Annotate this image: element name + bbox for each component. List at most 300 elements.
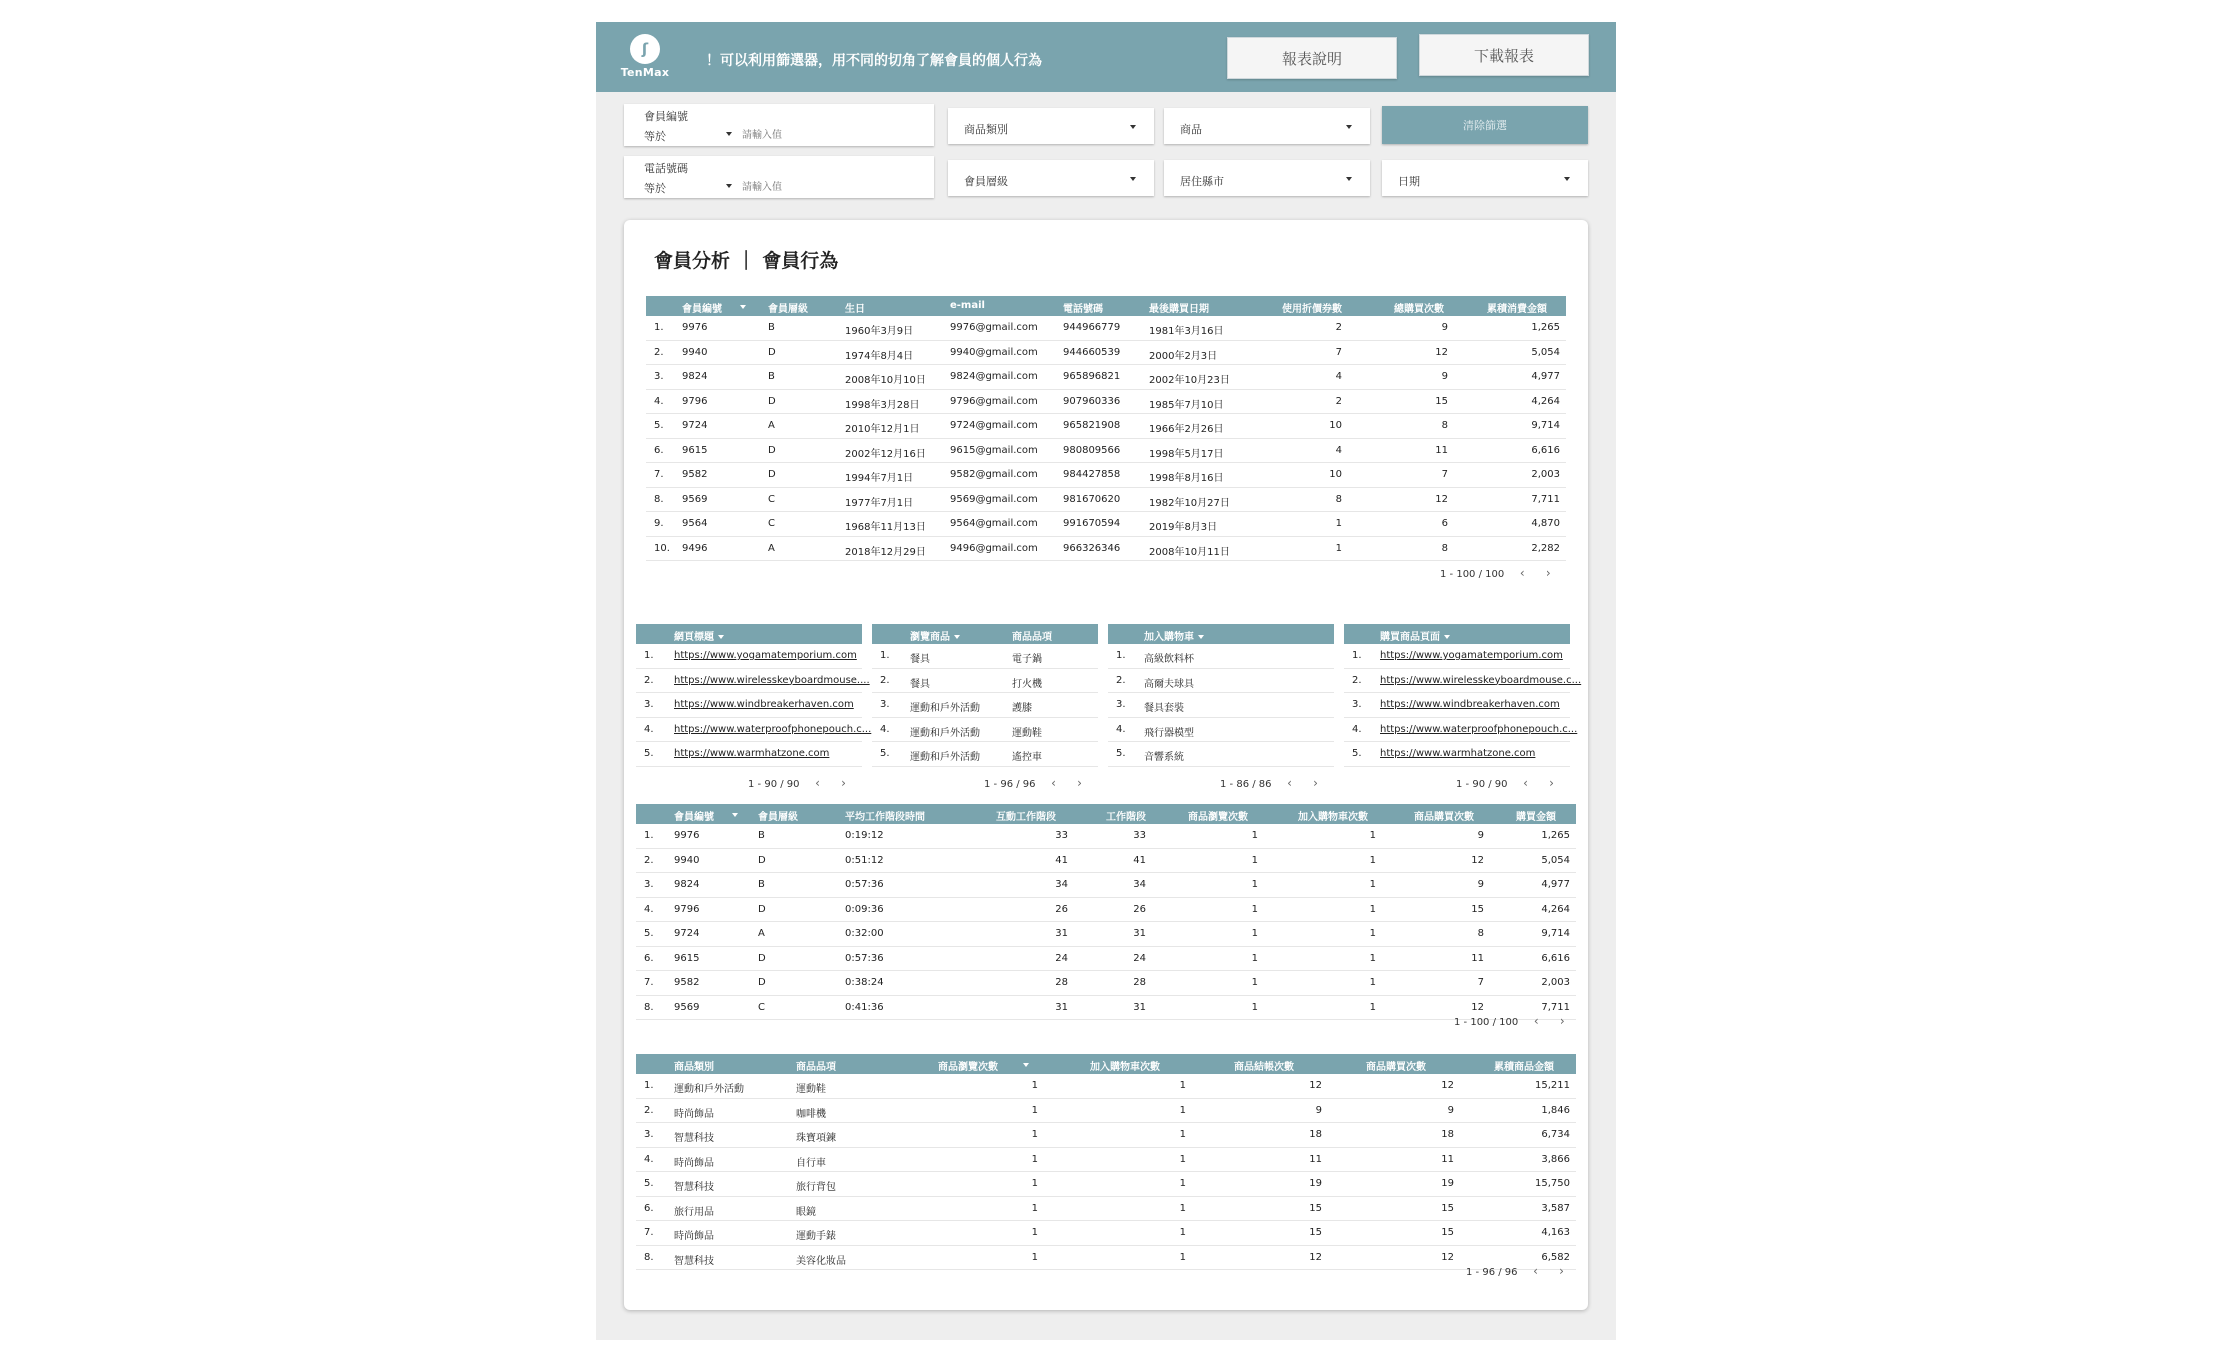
table-row[interactable] (1108, 644, 1334, 669)
table-row[interactable] (636, 1172, 1576, 1197)
table-header (636, 804, 1576, 824)
table-cell: 運動和戶外活動 (674, 1084, 744, 1095)
chevron-right-icon[interactable]: › (1559, 1014, 1565, 1028)
table-cell: 時尚飾品 (674, 1108, 714, 1120)
col-header[interactable]: 會員層級 (768, 304, 808, 315)
table2-pager: 1 - 100 / 100 ‹ › (1454, 1014, 1570, 1028)
table-cell: 4,264 (1541, 903, 1570, 915)
table-cell: 2018年12月29日 (845, 546, 926, 558)
sort-desc-icon[interactable] (718, 635, 724, 639)
tenmax-logo (620, 34, 670, 80)
table-cell: 9940 (674, 854, 700, 866)
table-row[interactable] (646, 390, 1566, 415)
table-cell: 1985年7月10日 (1149, 399, 1224, 411)
email-cell: 9564@gmail.com (950, 518, 1038, 529)
col-header[interactable]: e-mail (950, 300, 985, 311)
url-link[interactable]: https://www.waterproofphonepouch.c... (1380, 723, 1578, 735)
table-cell: 9582 (674, 977, 700, 988)
table-cell: 12 (1309, 1080, 1322, 1091)
table-cell: 15 (1309, 1202, 1322, 1214)
col-header[interactable]: 工作階段 (1106, 812, 1146, 823)
table-cell: 1 (1251, 952, 1258, 964)
table-cell: 1998年3月28日 (845, 399, 920, 411)
table-cell: 遙控車 (1012, 752, 1042, 763)
table-cell: 1 (1251, 928, 1258, 939)
table-cell: 944660539 (1063, 346, 1121, 358)
table-row[interactable] (1344, 644, 1570, 669)
logo-mark-icon: ʃ (630, 34, 660, 64)
table-cell: 1 (1369, 854, 1376, 866)
table-cell: 15 (1441, 1227, 1454, 1238)
table-cell: B (758, 830, 765, 841)
col-header[interactable]: 商品品項 (1012, 632, 1052, 643)
table-cell: 15 (1435, 395, 1448, 407)
row-index: 2. (644, 1104, 654, 1116)
col-header[interactable]: 網頁標題 (674, 628, 724, 643)
table-row[interactable] (636, 849, 1576, 874)
table-row[interactable] (646, 414, 1566, 439)
report-description-button[interactable]: 報表說明 (1227, 37, 1397, 79)
row-index: 5. (644, 748, 654, 759)
table-row[interactable] (636, 971, 1576, 996)
email-cell: 9569@gmail.com (950, 493, 1038, 505)
table-cell: 12 (1309, 1251, 1322, 1263)
col-header[interactable]: 加入購物車次數 (1090, 1062, 1160, 1073)
email-cell: 9824@gmail.com (950, 371, 1038, 382)
row-index: 8. (644, 1001, 654, 1013)
table-cell: 12 (1471, 854, 1484, 866)
table-cell: 音響系統 (1144, 752, 1184, 763)
table-cell: 護膝 (1012, 703, 1032, 714)
chevron-right-icon[interactable]: › (841, 776, 846, 790)
col-header[interactable]: 總購買次數 (1394, 304, 1444, 315)
table-cell: 31 (1055, 1001, 1068, 1013)
row-index: 1. (644, 1080, 654, 1091)
row-index: 2. (1116, 674, 1126, 686)
table-cell: 1 (1369, 1001, 1376, 1013)
table-cell: 1 (1251, 1001, 1258, 1013)
table1-pager: 1 - 100 / 100 ‹ › (1440, 566, 1556, 580)
member-behavior-table (636, 804, 1576, 1013)
table-row[interactable] (636, 922, 1576, 947)
table-cell: 1 (1031, 1251, 1038, 1263)
pager-text: 1 - 86 / 86 (1220, 779, 1272, 790)
table-cell: 11 (1435, 444, 1448, 456)
table-row[interactable] (636, 996, 1576, 1021)
table-cell: 0:38:24 (845, 977, 884, 988)
table-row[interactable] (872, 742, 1098, 767)
col-header[interactable]: 商品類別 (674, 1062, 714, 1073)
col-header[interactable]: 商品瀏覽次數 (1188, 812, 1248, 823)
phone-input[interactable] (742, 178, 932, 196)
small4-pager (1456, 776, 1560, 790)
table-cell: D (758, 977, 766, 988)
table-cell: 966326346 (1063, 542, 1121, 554)
table-row[interactable] (646, 537, 1566, 562)
table-row[interactable] (1108, 718, 1334, 743)
url-link[interactable]: https://www.wirelesskeyboardmouse.c... (1380, 674, 1582, 686)
table-cell: 15,211 (1535, 1080, 1570, 1091)
table-row[interactable] (872, 718, 1098, 743)
table-cell: 6,734 (1541, 1129, 1570, 1140)
chevron-right-icon[interactable]: › (1545, 566, 1551, 580)
table-cell: 33 (1133, 830, 1146, 841)
col-header[interactable]: 購買商品頁面 (1380, 628, 1450, 643)
table-row[interactable] (1344, 718, 1578, 743)
table-row[interactable] (636, 669, 870, 694)
table-cell: 0:32:00 (845, 928, 884, 939)
table3-pager: 1 - 96 / 96 ‹ › (1466, 1264, 1570, 1278)
table-row[interactable] (646, 316, 1566, 341)
table-header (1344, 624, 1570, 644)
table-cell: 2,003 (1541, 977, 1570, 988)
table-cell: 907960336 (1063, 395, 1121, 407)
chevron-down-icon (1130, 125, 1136, 129)
table-header (636, 1054, 1576, 1074)
chevron-down-icon (726, 132, 732, 136)
table-row[interactable] (1108, 669, 1334, 694)
table-cell: 1 (1031, 1153, 1038, 1165)
table-cell: 7,711 (1531, 493, 1560, 505)
chevron-left-icon[interactable]: ‹ (1533, 1264, 1538, 1278)
table-cell: 1 (1335, 518, 1342, 529)
table-cell: 1 (1179, 1080, 1186, 1091)
chevron-left-icon[interactable]: ‹ (815, 776, 820, 790)
row-index: 1. (880, 650, 890, 661)
download-report-button[interactable]: 下載報表 (1419, 34, 1589, 76)
col-header[interactable]: 商品購買次數 (1414, 812, 1474, 823)
table-row[interactable] (872, 669, 1098, 694)
table-cell: 6,616 (1541, 952, 1570, 964)
table-cell: 28 (1133, 977, 1146, 988)
row-index: 4. (880, 723, 890, 735)
table-cell: 0:09:36 (845, 903, 884, 915)
member-id-filter (624, 104, 934, 146)
chevron-right-icon[interactable]: › (1549, 776, 1554, 790)
table-cell: 1966年2月26日 (1149, 424, 1224, 435)
table-row[interactable] (636, 824, 1576, 849)
row-index: 3. (1116, 699, 1126, 710)
table-cell: 9 (1447, 1104, 1454, 1116)
table-cell: 1 (1031, 1178, 1038, 1189)
table-cell: 9569 (682, 493, 708, 505)
table-cell: 7 (1335, 346, 1342, 358)
table-row[interactable] (636, 1197, 1576, 1222)
row-index: 1. (1352, 650, 1362, 661)
dashboard-canvas (596, 22, 1616, 1340)
table-row[interactable] (636, 1148, 1576, 1173)
col-header[interactable]: 使用折價券數 (1282, 304, 1342, 315)
col-header[interactable]: 商品品項 (796, 1062, 836, 1073)
chevron-left-icon[interactable]: ‹ (1287, 776, 1292, 790)
chevron-right-icon[interactable]: › (1077, 776, 1082, 790)
table-cell: 9824 (682, 371, 708, 382)
table-row[interactable] (872, 644, 1098, 669)
sort-desc-icon[interactable] (740, 305, 746, 309)
table-cell: 1998年8月16日 (1149, 473, 1224, 484)
table-cell: 餐具套裝 (1144, 703, 1184, 714)
table-cell: 2008年10月11日 (1149, 546, 1230, 558)
row-index: 10. (654, 542, 670, 554)
table-cell: 9496 (682, 542, 708, 554)
table-cell: 12 (1471, 1001, 1484, 1013)
product-dropdown[interactable]: 商品 (1164, 108, 1370, 144)
table-cell: 18 (1309, 1129, 1322, 1140)
col-header[interactable]: 累積消費金額 (1487, 304, 1547, 315)
col-header[interactable]: 商品結帳次數 (1234, 1062, 1294, 1073)
table-cell: D (758, 854, 766, 866)
table-row[interactable] (1344, 669, 1582, 694)
chevron-left-icon[interactable]: ‹ (1051, 776, 1056, 790)
card-title: 會員分析 ｜ 會員行為 (654, 250, 839, 272)
table-cell: 1 (1369, 977, 1376, 988)
row-index: 3. (644, 1129, 654, 1140)
table-cell: 9 (1477, 879, 1484, 890)
table-cell: 眼鏡 (796, 1206, 816, 1218)
table-cell: 9 (1477, 830, 1484, 841)
table-cell: D (758, 903, 766, 915)
table-cell: 1960年3月9日 (845, 326, 914, 337)
row-index: 1. (644, 830, 654, 841)
table-cell: 12 (1435, 493, 1448, 505)
table-cell: 7 (1441, 469, 1448, 480)
table-cell: 4,163 (1541, 1227, 1570, 1238)
member-id-operator-select[interactable]: 等於 (644, 128, 732, 144)
col-header[interactable]: 生日 (845, 304, 865, 315)
row-index: 8. (644, 1251, 654, 1263)
url-link[interactable]: https://www.warmhatzone.com (1380, 748, 1536, 759)
table-cell: 9796 (682, 395, 708, 407)
col-header[interactable]: 電話號碼 (1063, 304, 1103, 315)
table-row[interactable] (1344, 693, 1570, 718)
table-row[interactable] (636, 644, 862, 669)
chevron-left-icon[interactable]: ‹ (1519, 566, 1525, 580)
table-cell: 8 (1441, 542, 1448, 554)
table-cell: 1982年10月27日 (1149, 497, 1230, 509)
table-row[interactable] (636, 1074, 1576, 1099)
table-cell: 1 (1369, 903, 1376, 915)
url-link[interactable]: https://www.wirelesskeyboardmouse.... (674, 674, 870, 686)
table-row[interactable] (872, 693, 1098, 718)
table-header (1108, 624, 1334, 644)
table-row[interactable] (636, 718, 872, 743)
col-header[interactable]: 商品瀏覽次數 (938, 1062, 998, 1073)
table-cell: 餐具 (910, 654, 930, 665)
table-cell: C (758, 1001, 765, 1013)
table-cell: 3,587 (1541, 1202, 1570, 1214)
table-cell: 980809566 (1063, 444, 1121, 456)
row-index: 3. (1352, 699, 1362, 710)
table-cell: 9724 (674, 928, 700, 939)
email-cell: 9940@gmail.com (950, 346, 1038, 358)
table-cell: 9615 (682, 444, 708, 456)
row-index: 4. (644, 723, 654, 735)
table-cell: 984427858 (1063, 469, 1121, 480)
table-cell: 19 (1441, 1178, 1454, 1189)
table-cell: 1 (1179, 1129, 1186, 1140)
chevron-right-icon[interactable]: › (1559, 1264, 1564, 1278)
table-row[interactable] (646, 365, 1566, 390)
table-cell: 運動手錶 (796, 1231, 836, 1242)
table-cell: 10 (1329, 469, 1342, 480)
url-link[interactable]: https://www.warmhatzone.com (674, 748, 830, 759)
table-cell: 944966779 (1063, 322, 1121, 333)
col-header[interactable]: 會員編號 (674, 812, 714, 823)
table-cell: 4,870 (1531, 518, 1560, 529)
table-cell: 9564 (682, 518, 708, 529)
sort-desc-icon[interactable] (732, 813, 738, 817)
table-row[interactable] (636, 1099, 1576, 1124)
table-cell: 15 (1441, 1202, 1454, 1214)
table-row[interactable] (1108, 742, 1334, 767)
row-index: 4. (1116, 723, 1126, 735)
table-cell: A (768, 542, 775, 554)
table-cell: 26 (1133, 903, 1146, 915)
row-index: 7. (654, 469, 664, 480)
table-cell: 1,846 (1541, 1104, 1570, 1116)
sort-desc-icon[interactable] (954, 635, 960, 639)
email-cell: 9582@gmail.com (950, 469, 1038, 480)
table-cell: 965821908 (1063, 420, 1121, 431)
clear-filters-button[interactable]: 清除篩選 (1382, 106, 1588, 144)
table-cell: 31 (1133, 928, 1146, 939)
city-dropdown[interactable]: 居住縣市 (1164, 160, 1370, 196)
table-cell: 4,977 (1531, 371, 1560, 382)
col-header[interactable]: 會員層級 (758, 812, 798, 823)
col-header[interactable]: 瀏覽商品 (910, 628, 960, 643)
table-row[interactable] (646, 463, 1566, 488)
table-cell: 981670620 (1063, 493, 1121, 505)
col-header[interactable]: 互動工作階段 (996, 812, 1056, 823)
table-cell: 1 (1031, 1080, 1038, 1091)
table-cell: 1 (1031, 1202, 1038, 1214)
col-header[interactable]: 加入購物車次數 (1298, 812, 1368, 823)
add-to-cart-table (1108, 624, 1334, 768)
table-cell: 9796 (674, 903, 700, 915)
col-header[interactable]: 平均工作階段時間 (845, 812, 925, 823)
table-cell: 3,866 (1541, 1153, 1570, 1165)
row-index: 5. (1352, 748, 1362, 759)
pager-text: 1 - 90 / 90 (1456, 779, 1508, 790)
member-id-input[interactable] (742, 126, 932, 144)
member-level-dropdown[interactable]: 會員層級 (948, 160, 1154, 196)
chevron-left-icon[interactable]: ‹ (1523, 776, 1528, 790)
table-cell: 2000年2月3日 (1149, 350, 1218, 362)
col-header[interactable]: 加入購物車 (1144, 628, 1204, 643)
table-cell: 31 (1133, 1001, 1146, 1013)
table-cell: 9824 (674, 879, 700, 890)
url-link[interactable]: https://www.yogamatemporium.com (1380, 650, 1563, 661)
table-row[interactable] (636, 873, 1576, 898)
table-cell: 1981年3月16日 (1149, 326, 1224, 337)
sort-desc-icon[interactable] (1444, 635, 1450, 639)
url-link[interactable]: https://www.windbreakerhaven.com (674, 699, 854, 710)
table-cell: 7 (1477, 977, 1484, 988)
table-cell: 飛行器模型 (1144, 727, 1194, 739)
url-link[interactable]: https://www.waterproofphonepouch.c... (674, 723, 872, 735)
email-cell: 9496@gmail.com (950, 542, 1038, 554)
table-cell: 18 (1441, 1129, 1454, 1140)
url-link[interactable]: https://www.yogamatemporium.com (674, 650, 857, 661)
col-header[interactable]: 會員編號 (682, 304, 722, 315)
url-link[interactable]: https://www.windbreakerhaven.com (1380, 699, 1560, 710)
row-index: 5. (1116, 748, 1126, 759)
table-cell: 965896821 (1063, 371, 1121, 382)
phone-operator-select[interactable]: 等於 (644, 180, 732, 196)
table-cell: A (758, 928, 765, 939)
table-row[interactable] (636, 693, 862, 718)
table-cell: 4,977 (1541, 879, 1570, 890)
table-cell: 9 (1315, 1104, 1322, 1116)
sort-desc-icon[interactable] (1023, 1063, 1029, 1067)
member-id-label: 會員編號 (644, 110, 688, 123)
table-cell: 1 (1179, 1104, 1186, 1116)
table-cell: 9976 (682, 322, 708, 333)
table-cell: 1 (1179, 1227, 1186, 1238)
table-cell: 1 (1031, 1129, 1038, 1140)
sort-desc-icon[interactable] (1198, 635, 1204, 639)
table-row[interactable] (636, 898, 1576, 923)
col-header[interactable]: 最後購買日期 (1149, 304, 1209, 315)
table-cell: 10 (1329, 420, 1342, 431)
table-row[interactable] (1108, 693, 1334, 718)
table-cell: 1968年11月13日 (845, 522, 926, 533)
row-index: 4. (1352, 723, 1362, 735)
table-cell: 珠寶項鍊 (796, 1133, 836, 1144)
product-category-dropdown[interactable]: 商品類別 (948, 108, 1154, 144)
table-row[interactable] (636, 947, 1576, 972)
row-index: 2. (644, 854, 654, 866)
table-cell: 12 (1441, 1080, 1454, 1091)
chevron-left-icon[interactable]: ‹ (1533, 1014, 1539, 1028)
col-header[interactable]: 累積商品金額 (1494, 1062, 1554, 1073)
table-cell: 19 (1309, 1178, 1322, 1189)
table-row[interactable] (636, 742, 862, 767)
table-cell: 1 (1251, 854, 1258, 866)
table-cell: 1 (1031, 1104, 1038, 1116)
row-index: 6. (644, 1202, 654, 1214)
col-header[interactable]: 商品購買次數 (1366, 1062, 1426, 1073)
chevron-right-icon[interactable]: › (1313, 776, 1318, 790)
table-row[interactable] (646, 439, 1566, 464)
table-cell: C (768, 518, 775, 529)
table-cell: 6,582 (1541, 1251, 1570, 1263)
table-row[interactable] (636, 1123, 1576, 1148)
table-row[interactable] (636, 1221, 1576, 1246)
col-header[interactable]: 購買金額 (1516, 812, 1556, 823)
table-cell: 991670594 (1063, 518, 1121, 529)
table-row[interactable] (646, 488, 1566, 513)
table-cell: 1 (1369, 928, 1376, 939)
header-message: ！可以利用篩選器，用不同的切角了解會員的個人行為 (706, 53, 1042, 69)
row-index: 5. (880, 748, 890, 759)
table-cell: 0:41:36 (845, 1001, 884, 1013)
row-index: 3. (644, 879, 654, 890)
table-row[interactable] (1344, 742, 1570, 767)
date-dropdown[interactable]: 日期 (1382, 160, 1588, 196)
table-header (872, 624, 1098, 644)
table-cell: 運動和戶外活動 (910, 727, 980, 739)
table-cell: D (768, 346, 776, 358)
row-index: 5. (654, 420, 664, 431)
table-row[interactable] (646, 341, 1566, 366)
table-row[interactable] (646, 512, 1566, 537)
table-cell: D (768, 395, 776, 407)
purchase-page-table (1344, 624, 1582, 768)
table-cell: 咖啡機 (796, 1108, 826, 1120)
table-cell: 1 (1179, 1153, 1186, 1165)
table-row[interactable] (636, 1246, 1576, 1271)
